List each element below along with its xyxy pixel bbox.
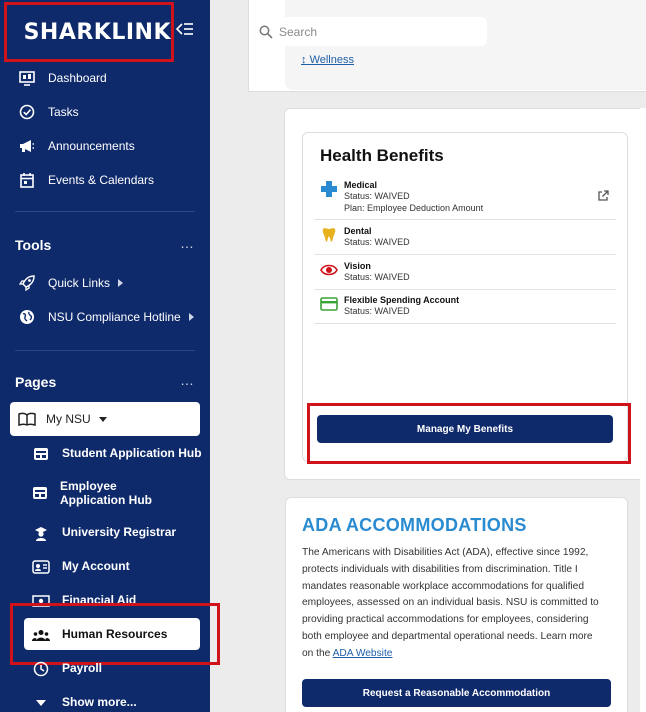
top-card [248,0,646,92]
benefit-medical-name: Medical [344,180,378,190]
nav-dashboard[interactable] [18,69,107,87]
search-icon [259,25,273,39]
external-link-icon[interactable] [597,190,609,202]
benefit-dental-name: Dental [344,226,372,236]
page-payroll[interactable] [32,661,102,677]
manage-benefits-highlight-box [307,403,631,464]
employee-application-hub-label: Employee Application Hub [60,479,152,507]
university-registrar-label: University Registrar [62,525,177,539]
compliance-hotline-label: NSU Compliance Hotline [48,310,181,324]
show-more-link[interactable] [32,695,137,711]
ada-website-link[interactable]: ADA Website [332,647,393,659]
manage-my-benefits-button[interactable]: Manage My Benefits [317,415,613,443]
globe-icon [18,308,36,326]
sort-icon: ↕ [301,54,307,66]
sidebar [0,0,210,712]
megaphone-icon [18,137,36,155]
ada-body-text: The Americans with Disabilities Act (ADA), effective since 1992, protects individuals with disabilities from discrimination. Title I mandates reasonable workplace accommodations for qualified employees, assessed on an individual basis. NSU is committed to providing practical accommodations for employees, considering both employee and departmental operational needs. Learn more on the [302,547,599,659]
show-more-label: Show more... [62,695,137,709]
my-nsu-label: My NSU [46,412,91,426]
request-accommodation-button[interactable]: Request a Reasonable Accommodation [302,679,611,707]
benefit-dental-status: Status: WAIVED [344,237,410,247]
shark-fin-icon [19,19,20,45]
page-employee-application-hub[interactable] [32,479,182,507]
nav-announcements-label: Announcements [48,139,135,153]
tooth-icon [320,226,338,244]
chevron-down-icon [32,695,50,711]
tools-compliance-hotline[interactable] [18,308,194,326]
tools-quick-links[interactable] [18,274,123,292]
search-input[interactable] [251,17,487,46]
nav-dashboard-label: Dashboard [48,71,107,85]
payroll-label: Payroll [62,661,103,675]
page-university-registrar[interactable] [32,525,176,541]
medical-cross-icon [320,180,338,198]
benefit-medical[interactable] [314,178,616,220]
credit-card-icon [320,295,338,313]
pages-more-icon[interactable]: … [180,372,195,388]
human-resources-label: Human Resources [62,627,168,641]
page-student-application-hub[interactable] [32,446,202,462]
graduate-icon [32,525,50,541]
my-nsu-dropdown[interactable] [10,402,200,436]
benefit-medical-plan: Plan: Employee Deduction Amount [344,203,484,213]
benefit-vision[interactable] [314,259,616,290]
benefit-vision-status: Status: WAIVED [344,272,410,282]
sidebar-divider [15,350,195,351]
pages-title: Pages [15,374,57,390]
logo-text: SHARKLINK [23,19,171,45]
nav-events-label: Events & Calendars [48,173,155,187]
right-gutter [640,108,646,712]
caret-down-icon [99,417,107,422]
financial-aid-label: Financial Aid [62,593,137,607]
page-my-account[interactable] [32,559,130,575]
search-placeholder: Search [279,24,318,39]
nav-tasks[interactable] [18,103,79,121]
sidebar-divider [15,211,195,212]
my-account-label: My Account [62,559,130,573]
quick-links-label: Quick Links [48,276,111,290]
human-resources-highlight-box [10,603,220,665]
monitor-icon [18,69,36,87]
calendar-icon [18,171,36,189]
benefit-dental[interactable] [314,224,616,255]
collapse-sidebar-icon[interactable] [176,22,194,36]
ada-body [302,545,602,663]
wellness-link-label: Wellness [309,54,354,66]
nav-events-calendars[interactable] [18,171,154,189]
nav-tasks-label: Tasks [48,105,79,119]
ada-title: ADA ACCOMMODATIONS [302,515,527,535]
book-icon [18,412,36,426]
rocket-icon [18,274,36,292]
benefit-medical-status: Status: WAIVED [344,191,410,201]
benefit-fsa-status: Status: WAIVED [344,306,410,316]
caret-right-icon [189,313,194,321]
health-benefits-title: Health Benefits [320,146,444,165]
benefit-fsa-name: Flexible Spending Account [344,295,460,305]
nav-announcements[interactable] [18,137,135,155]
benefit-flexible-spending[interactable] [314,293,616,324]
dashboard-icon [32,485,48,501]
clock-money-icon [32,661,50,677]
caret-right-icon [118,279,123,287]
student-application-hub-label: Student Application Hub [62,446,202,460]
check-circle-icon [18,103,36,121]
dashboard-icon [32,446,50,462]
logo[interactable] [4,2,174,62]
id-card-icon [32,559,50,575]
wellness-link[interactable] [301,54,354,66]
benefit-vision-name: Vision [344,261,371,271]
tools-title: Tools [15,237,52,253]
tools-more-icon[interactable]: … [180,235,195,251]
eye-icon [320,261,338,279]
